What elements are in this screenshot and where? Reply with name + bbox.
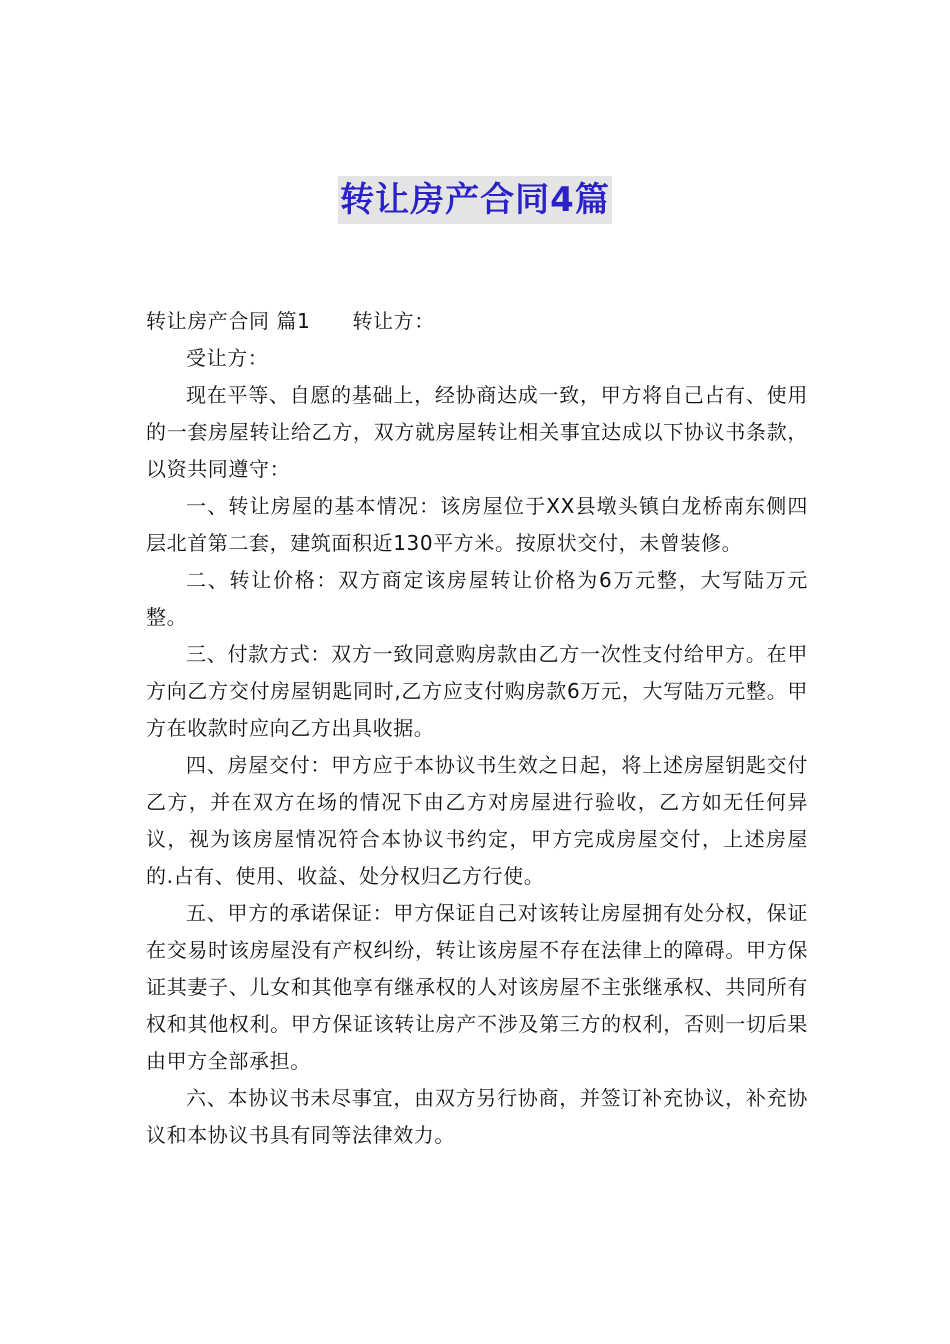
paragraph-clause-6: 六、本协议书未尽事宜，由双方另行协商，并签订补充协议，补充协议和本协议书具有同等法律效力。: [146, 1086, 808, 1147]
paragraph-clause-3: 三、付款方式：双方一致同意购房款由乙方一次性支付给甲方。在甲方向乙方交付房屋钥匙同时,乙方应支付购房款6万元，大写陆万元整。甲方在收款时应向乙方出具收据。: [146, 642, 808, 740]
transferee-line: [146, 340, 808, 377]
paragraph-clause-5: 五、甲方的承诺保证：甲方保证自己对该转让房屋拥有处分权，保证在交易时该房屋没有产权纠纷，转让该房屋不存在法律上的障碍。甲方保证其妻子、儿女和其他享有继承权的人对该房屋不主张继承权、共同所有权和其他权利。甲方保证该转让房产不涉及第三方的权利，否则一切后果由甲方全部承担。: [146, 901, 808, 1073]
paragraph-clause-1: 一、转让房屋的基本情况：该房屋位于XX县墩头镇白龙桥南东侧四层北首第二套，建筑面积近130平方米。按原状交付，未曾装修。: [146, 494, 808, 555]
title-container: [0, 176, 950, 224]
paragraph-intro: 现在平等、自愿的基础上，经协商达成一致，甲方将自己占有、使用的一套房屋转让给乙方，双方就房屋转让相关事宜达成以下协议书条款，以资共同遵守：: [146, 383, 808, 481]
paragraph-clause-4: 四、房屋交付：甲方应于本协议书生效之日起，将上述房屋钥匙交付乙方，并在双方在场的情况下由乙方对房屋进行验收，乙方如无任何异议，视为该房屋情况符合本协议书约定，甲方完成房屋交付，上述房屋的.占有、使用、收益、处分权归乙方行使。: [146, 753, 808, 888]
heading-line: [146, 303, 808, 340]
document-body: [146, 303, 808, 1154]
document-title: 转让房产合同4篇: [338, 176, 612, 224]
transferee-label: 受让方：: [186, 346, 269, 370]
contract-heading: 转让房产合同 篇1: [146, 309, 311, 333]
transferor-label: 转让方：: [352, 309, 435, 333]
paragraph-clause-2: 二、转让价格：双方商定该房屋转让价格为6万元整，大写陆万元整。: [146, 568, 808, 629]
